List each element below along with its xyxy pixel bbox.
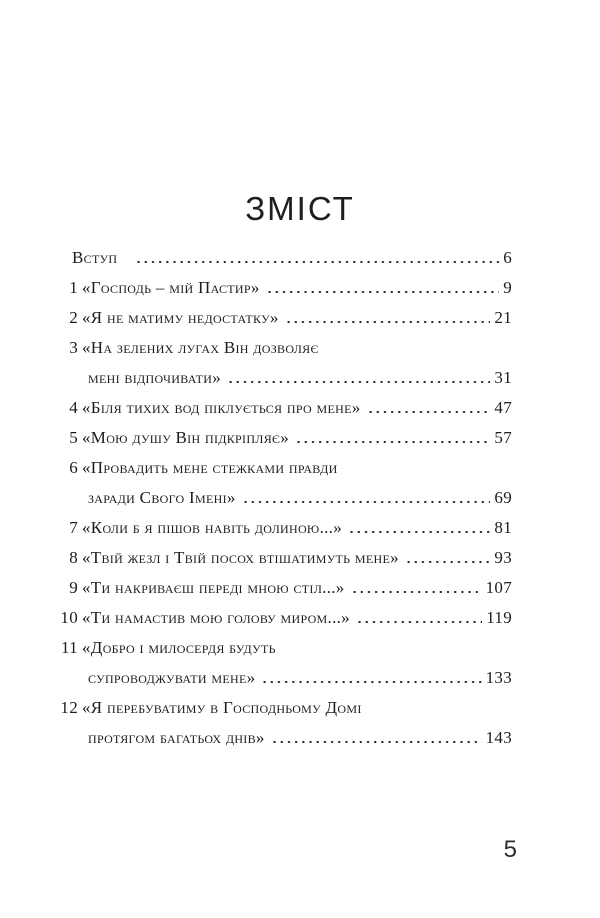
toc-entry-title: «Добро і милосердя будуть [82, 638, 276, 657]
toc-entry-number: 9 [69, 578, 78, 597]
dot-leader [271, 741, 482, 743]
toc-entry-title: «Я перебуватиму в Господньому Домі [82, 698, 362, 717]
toc-entry-title: «Твій жезл і Твій посох втішатимуть мене» [82, 548, 399, 567]
toc-entry-number: 5 [69, 428, 78, 447]
toc-line [56, 723, 512, 753]
toc-entry-title: «Ти накриваєш переді мною стіл...» [82, 578, 345, 597]
toc-entry-page: 107 [485, 578, 512, 597]
toc-entry-number: 1 [69, 278, 78, 297]
dot-leader [285, 321, 491, 323]
toc-entry-title: мені відпочивати» [88, 368, 222, 387]
toc-line [56, 273, 512, 303]
dot-leader [405, 561, 490, 563]
page-title: ЗМІСТ [245, 190, 355, 227]
toc-entry-title: «Біля тихих вод піклується про мене» [82, 398, 361, 417]
toc-entry-title: «Я не матиму недостатку» [82, 308, 279, 327]
toc-entry [56, 543, 512, 573]
toc-entry [56, 423, 512, 453]
toc-line [56, 483, 512, 513]
toc-line [56, 543, 512, 573]
toc-entry-title: протягом багатьох днів» [88, 728, 265, 747]
toc-entry-number: 6 [69, 458, 78, 477]
toc-entry-title: «Мою душу Він підкріпляє» [82, 428, 290, 447]
dot-leader [135, 261, 499, 263]
toc-entry-page: 119 [486, 608, 512, 627]
toc-entry-page: 9 [503, 278, 512, 297]
toc-entry-number: 2 [69, 308, 78, 327]
toc-entry-title: «Коли б я пішов навіть долиною...» [82, 518, 343, 537]
toc-entry-page: 47 [494, 398, 512, 417]
toc-entry-number: 4 [69, 398, 78, 417]
dot-leader [351, 591, 482, 593]
toc-entry-number: 10 [60, 608, 78, 627]
toc-line [56, 633, 512, 663]
toc-entry [56, 573, 512, 603]
dot-leader [266, 291, 500, 293]
toc-entry-number: 12 [60, 698, 78, 717]
toc-entry [56, 303, 512, 333]
toc-entry-page: 31 [494, 368, 512, 387]
toc-line [56, 423, 512, 453]
toc-list [56, 243, 512, 753]
toc-entry-title: супроводжувати мене» [88, 668, 256, 687]
toc-line [56, 513, 512, 543]
toc-entry-title: «Ти намастив мою голову миром...» [82, 608, 350, 627]
toc-entry-page: 57 [494, 428, 512, 447]
toc-entry-title: «Провадить мене стежками правди [82, 458, 338, 477]
toc-entry-page: 133 [485, 668, 512, 687]
toc-entry-number: 7 [69, 518, 78, 537]
toc-line [56, 333, 512, 363]
toc-entry-page: 21 [494, 308, 512, 327]
toc-line [56, 453, 512, 483]
dot-leader [367, 411, 491, 413]
toc-entry [56, 273, 512, 303]
toc-entry-page: 93 [494, 548, 512, 567]
toc-entry-title: «Господь – мій Пастир» [82, 278, 260, 297]
toc-entry [56, 453, 512, 513]
toc-entry-title: «На зелених лугах Він дозволяє [82, 338, 319, 357]
toc-line [56, 573, 512, 603]
dot-leader [295, 441, 490, 443]
toc-entry-page: 143 [485, 728, 512, 747]
toc-entry-page: 6 [503, 248, 512, 267]
toc-entry [56, 513, 512, 543]
dot-leader [227, 381, 490, 383]
toc-entry-number: 11 [61, 638, 78, 657]
dot-leader [356, 621, 482, 623]
toc-entry [56, 633, 512, 693]
toc-line [56, 603, 512, 633]
toc-line [56, 303, 512, 333]
toc-entry-title: заради Свого Імені» [88, 488, 236, 507]
toc-line [56, 393, 512, 423]
toc-entry [56, 693, 512, 753]
toc-entry [56, 393, 512, 423]
dot-leader [348, 531, 490, 533]
toc-line [56, 363, 512, 393]
toc-entry-number: 8 [69, 548, 78, 567]
toc-line [56, 693, 512, 723]
toc-entry-title: Вступ [72, 248, 118, 267]
toc-entry [56, 333, 512, 393]
toc-entry-page: 81 [494, 518, 512, 537]
dot-leader [261, 681, 481, 683]
toc-entry [56, 603, 512, 633]
toc-line [56, 663, 512, 693]
toc-line [56, 243, 512, 273]
dot-leader [242, 501, 491, 503]
toc-entry [56, 243, 512, 273]
toc-entry-page: 69 [494, 488, 512, 507]
folio-page-number: 5 [503, 836, 517, 863]
toc-entry-number: 3 [69, 338, 78, 357]
